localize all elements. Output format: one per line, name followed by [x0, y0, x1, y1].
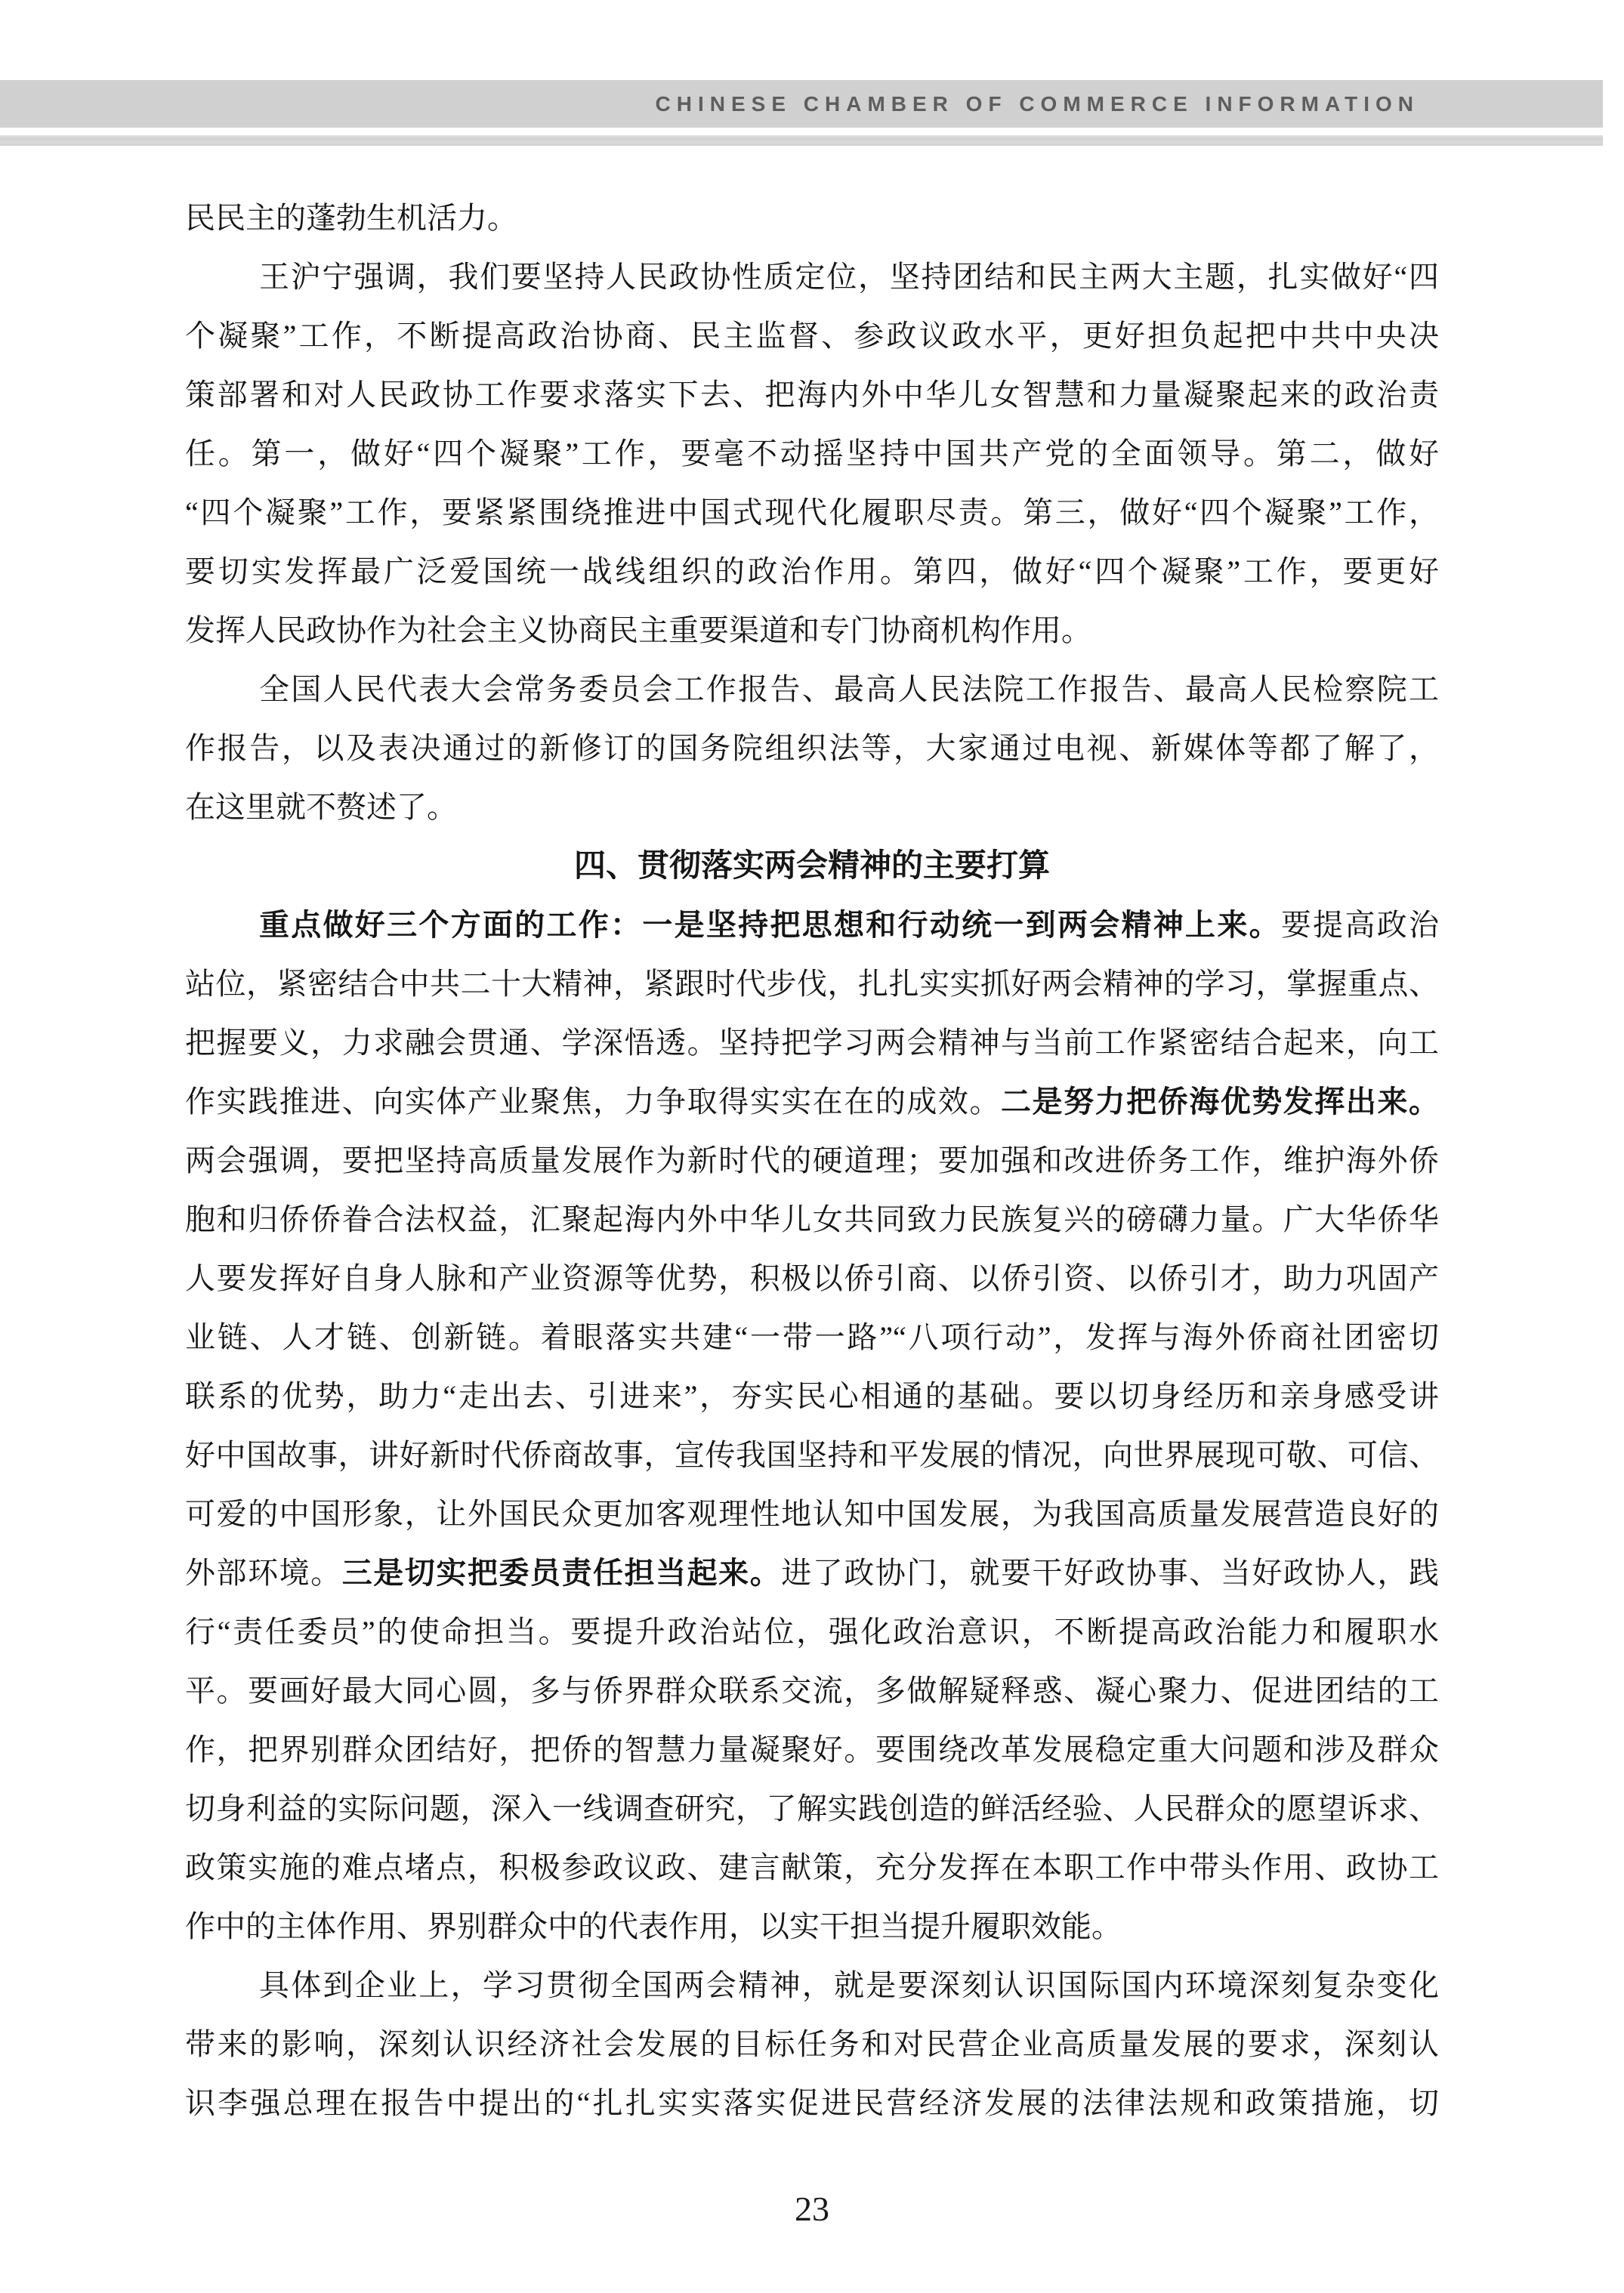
document-body [185, 189, 1439, 2133]
body-line: 具体到企业上，学习贯彻全国两会精神，就是要深刻认识国际国内环境深刻复杂变化 [259, 1968, 1439, 2002]
header-banner-text: CHINESE CHAMBER OF COMMERCE INFORMATION [655, 91, 1419, 116]
bold-run: 二是努力把侨海优势发挥出来。 [1001, 1085, 1439, 1119]
body-line: 作，把界别群众团结好，把侨的智慧力量凝聚好。要围绕改革发展稳定重大问题和涉及群众 [185, 1733, 1439, 1767]
body-line: 王沪宁强调，我们要坚持人民政协性质定位，坚持团结和民主两大主题，扎实做好“四 [259, 260, 1439, 294]
body-line: 把握要义，力求融会贯通、学深悟透。坚持把学习两会精神与当前工作紧密结合起来，向工 [185, 1026, 1439, 1060]
body-line: “四个凝聚”工作，要紧紧围绕推进中国式现代化履职尽责。第三，做好“四个凝聚”工作， [185, 495, 1439, 529]
body-line: 平。要画好最大同心圆，多与侨界群众联系交流，多做解疑释惑、凝心聚力、促进团结的工 [185, 1674, 1439, 1708]
body-line: 联系的优势，助力“走出去、引进来”，夯实民心相通的基础。要以切身经历和亲身感受讲 [185, 1379, 1439, 1413]
text-run: 进了政协门，就要干好政协事、当好政协人，践 [781, 1556, 1439, 1590]
text-run: 外部环境。 [185, 1556, 342, 1590]
body-line: 政策实施的难点堵点，积极参政议政、建言献策，充分发挥在本职工作中带头作用、政协工 [185, 1850, 1439, 1884]
body-line: 识李强总理在报告中提出的“扎扎实实落实促进民营经济发展的法律法规和政策措施，切 [185, 2086, 1439, 2120]
body-line: 好中国故事，讲好新时代侨商故事，宣传我国坚持和平发展的情况，向世界展现可敬、可信、 [185, 1438, 1439, 1472]
header-banner [0, 80, 1603, 128]
body-line: 任。第一，做好“四个凝聚”工作，要毫不动摇坚持中国共产党的全面领导。第二，做好 [185, 437, 1439, 471]
body-line: 作中的主体作用、界别群众中的代表作用，以实干担当提升履职效能。 [185, 1909, 1122, 1943]
body-line: 业链、人才链、创新链。着眼落实共建“一带一路”“八项行动”，发挥与海外侨商社团密切 [185, 1320, 1439, 1354]
body-line: 个凝聚”工作，不断提高政治协商、民主监督、参政议政水平，更好担负起把中共中央决 [185, 319, 1439, 353]
header-divider [0, 135, 1603, 146]
body-line: 可爱的中国形象，让外国民众更加客观理性地认知中国发展，为我国高质量发展营造良好的 [185, 1497, 1439, 1531]
page-number: 23 [795, 2190, 829, 2228]
body-line: 作报告，以及表决通过的新修订的国务院组织法等，大家通过电视、新媒体等都了解了， [185, 731, 1439, 765]
body-line: 在这里就不赘述了。 [185, 790, 457, 824]
body-line: 胞和归侨侨眷合法权益，汇聚起海内外中华儿女共同致力民族复兴的磅礴力量。广大华侨华 [185, 1202, 1439, 1236]
body-line: 要切实发挥最广泛爱国统一战线组织的政治作用。第四，做好“四个凝聚”工作，要更好 [185, 554, 1439, 588]
bold-run: 三是切实把委员责任担当起来。 [341, 1556, 782, 1590]
body-line: 策部署和对人民政协工作要求落实下去、把海内外中华儿女智慧和力量凝聚起来的政治责 [185, 378, 1439, 412]
body-line: 两会强调，要把坚持高质量发展作为新时代的硬道理；要加强和改进侨务工作，维护海外侨 [185, 1143, 1439, 1177]
body-line: 全国人民代表大会常务委员会工作报告、最高人民法院工作报告、最高人民检察院工 [259, 672, 1439, 706]
body-line: 带来的影响，深刻认识经济社会发展的目标任务和对民营企业高质量发展的要求，深刻认 [185, 2027, 1439, 2061]
body-line: 站位，紧密结合中共二十大精神，紧跟时代步伐，扎扎实实抓好两会精神的学习，掌握重点、 [185, 967, 1439, 1001]
body-line: 人要发挥好自身人脉和产业资源等优势，积极以侨引商、以侨引资、以侨引才，助力巩固产 [185, 1261, 1439, 1295]
body-line [185, 896, 1439, 955]
text-run: 要提高政治 [1280, 908, 1439, 942]
section-heading: 四、贯彻落实两会精神的主要打算 [573, 849, 1050, 884]
text-run: 作实践推进、向实体产业聚焦，力争取得实实在在的成效。 [185, 1085, 1001, 1119]
body-line: 行“责任委员”的使命担当。要提升政治站位，强化政治意识，不断提高政治能力和履职水 [185, 1615, 1439, 1649]
body-line: 发挥人民政协作为社会主义协商民主重要渠道和专门协商机构作用。 [185, 613, 1091, 647]
body-line: 民民主的蓬勃生机活力。 [185, 201, 517, 235]
body-line [185, 1544, 1439, 1603]
body-line: 切身利益的实际问题，深入一线调查研究，了解实践创造的鲜活经验、人民群众的愿望诉求、 [185, 1792, 1439, 1825]
bold-run: 重点做好三个方面的工作：一是坚持把思想和行动统一到两会精神上来。 [259, 908, 1281, 942]
body-line [185, 1072, 1439, 1131]
